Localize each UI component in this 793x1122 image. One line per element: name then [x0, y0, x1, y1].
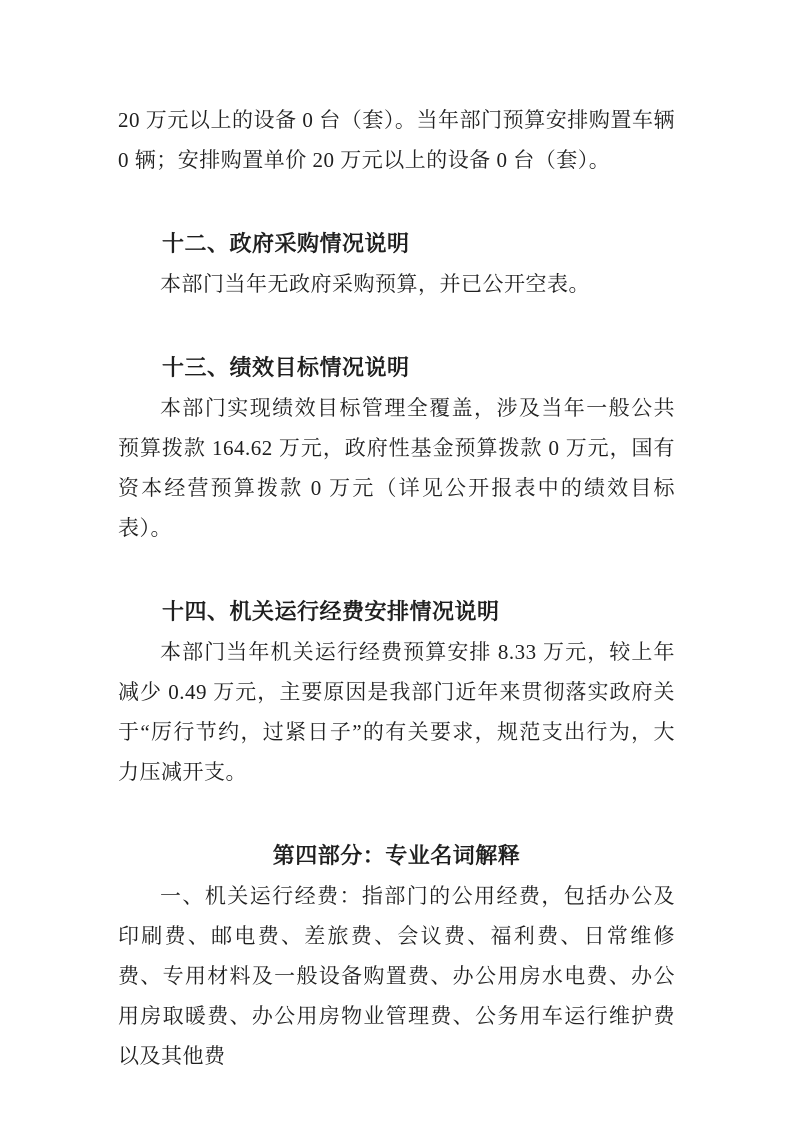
section-heading-14-operating-funds: 十四、机关运行经费安排情况说明: [162, 599, 500, 624]
section-heading-13-performance-targets: 十三、绩效目标情况说明: [162, 355, 410, 380]
paragraph-terminology-item-1: 一、机关运行经费：指部门的公用经费，包括办公及印刷费、邮电费、差旅费、会议费、福利费、日常维修费、专用材料及一般设备购置费、办公用房水电费、办公用房取暖费、办公用房物业管理费、公务用车运行维护费以及其他费: [118, 884, 675, 1068]
section-heading-12-government-procurement: 十二、政府采购情况说明: [162, 231, 410, 256]
paragraph-section-12-body: 本部门当年无政府采购预算，并已公开空表。: [160, 272, 590, 296]
part-4-heading-terminology: 第四部分：专业名词解释: [272, 843, 521, 868]
paragraph-section-14-body: 本部门当年机关运行经费预算安排 8.33 万元，较上年减少 0.49 万元，主要原因是我部门近年来贯彻落实政府关于“厉行节约，过紧日子”的有关要求，规范支出行为，大力压减开支。: [118, 640, 675, 784]
paragraph-section-13-body: 本部门实现绩效目标管理全覆盖，涉及当年一般公共预算拨款 164.62 万元，政府性基金预算拨款 0 万元，国有资本经营预算拨款 0 万元（详见公开报表中的绩效目标表）。: [118, 396, 675, 540]
document-content: [118, 0, 675, 1076]
paragraph-carryover-equipment: 20 万元以上的设备 0 台（套）。当年部门预算安排购置车辆 0 辆；安排购置单价 20 万元以上的设备 0 台（套）。: [118, 108, 675, 172]
